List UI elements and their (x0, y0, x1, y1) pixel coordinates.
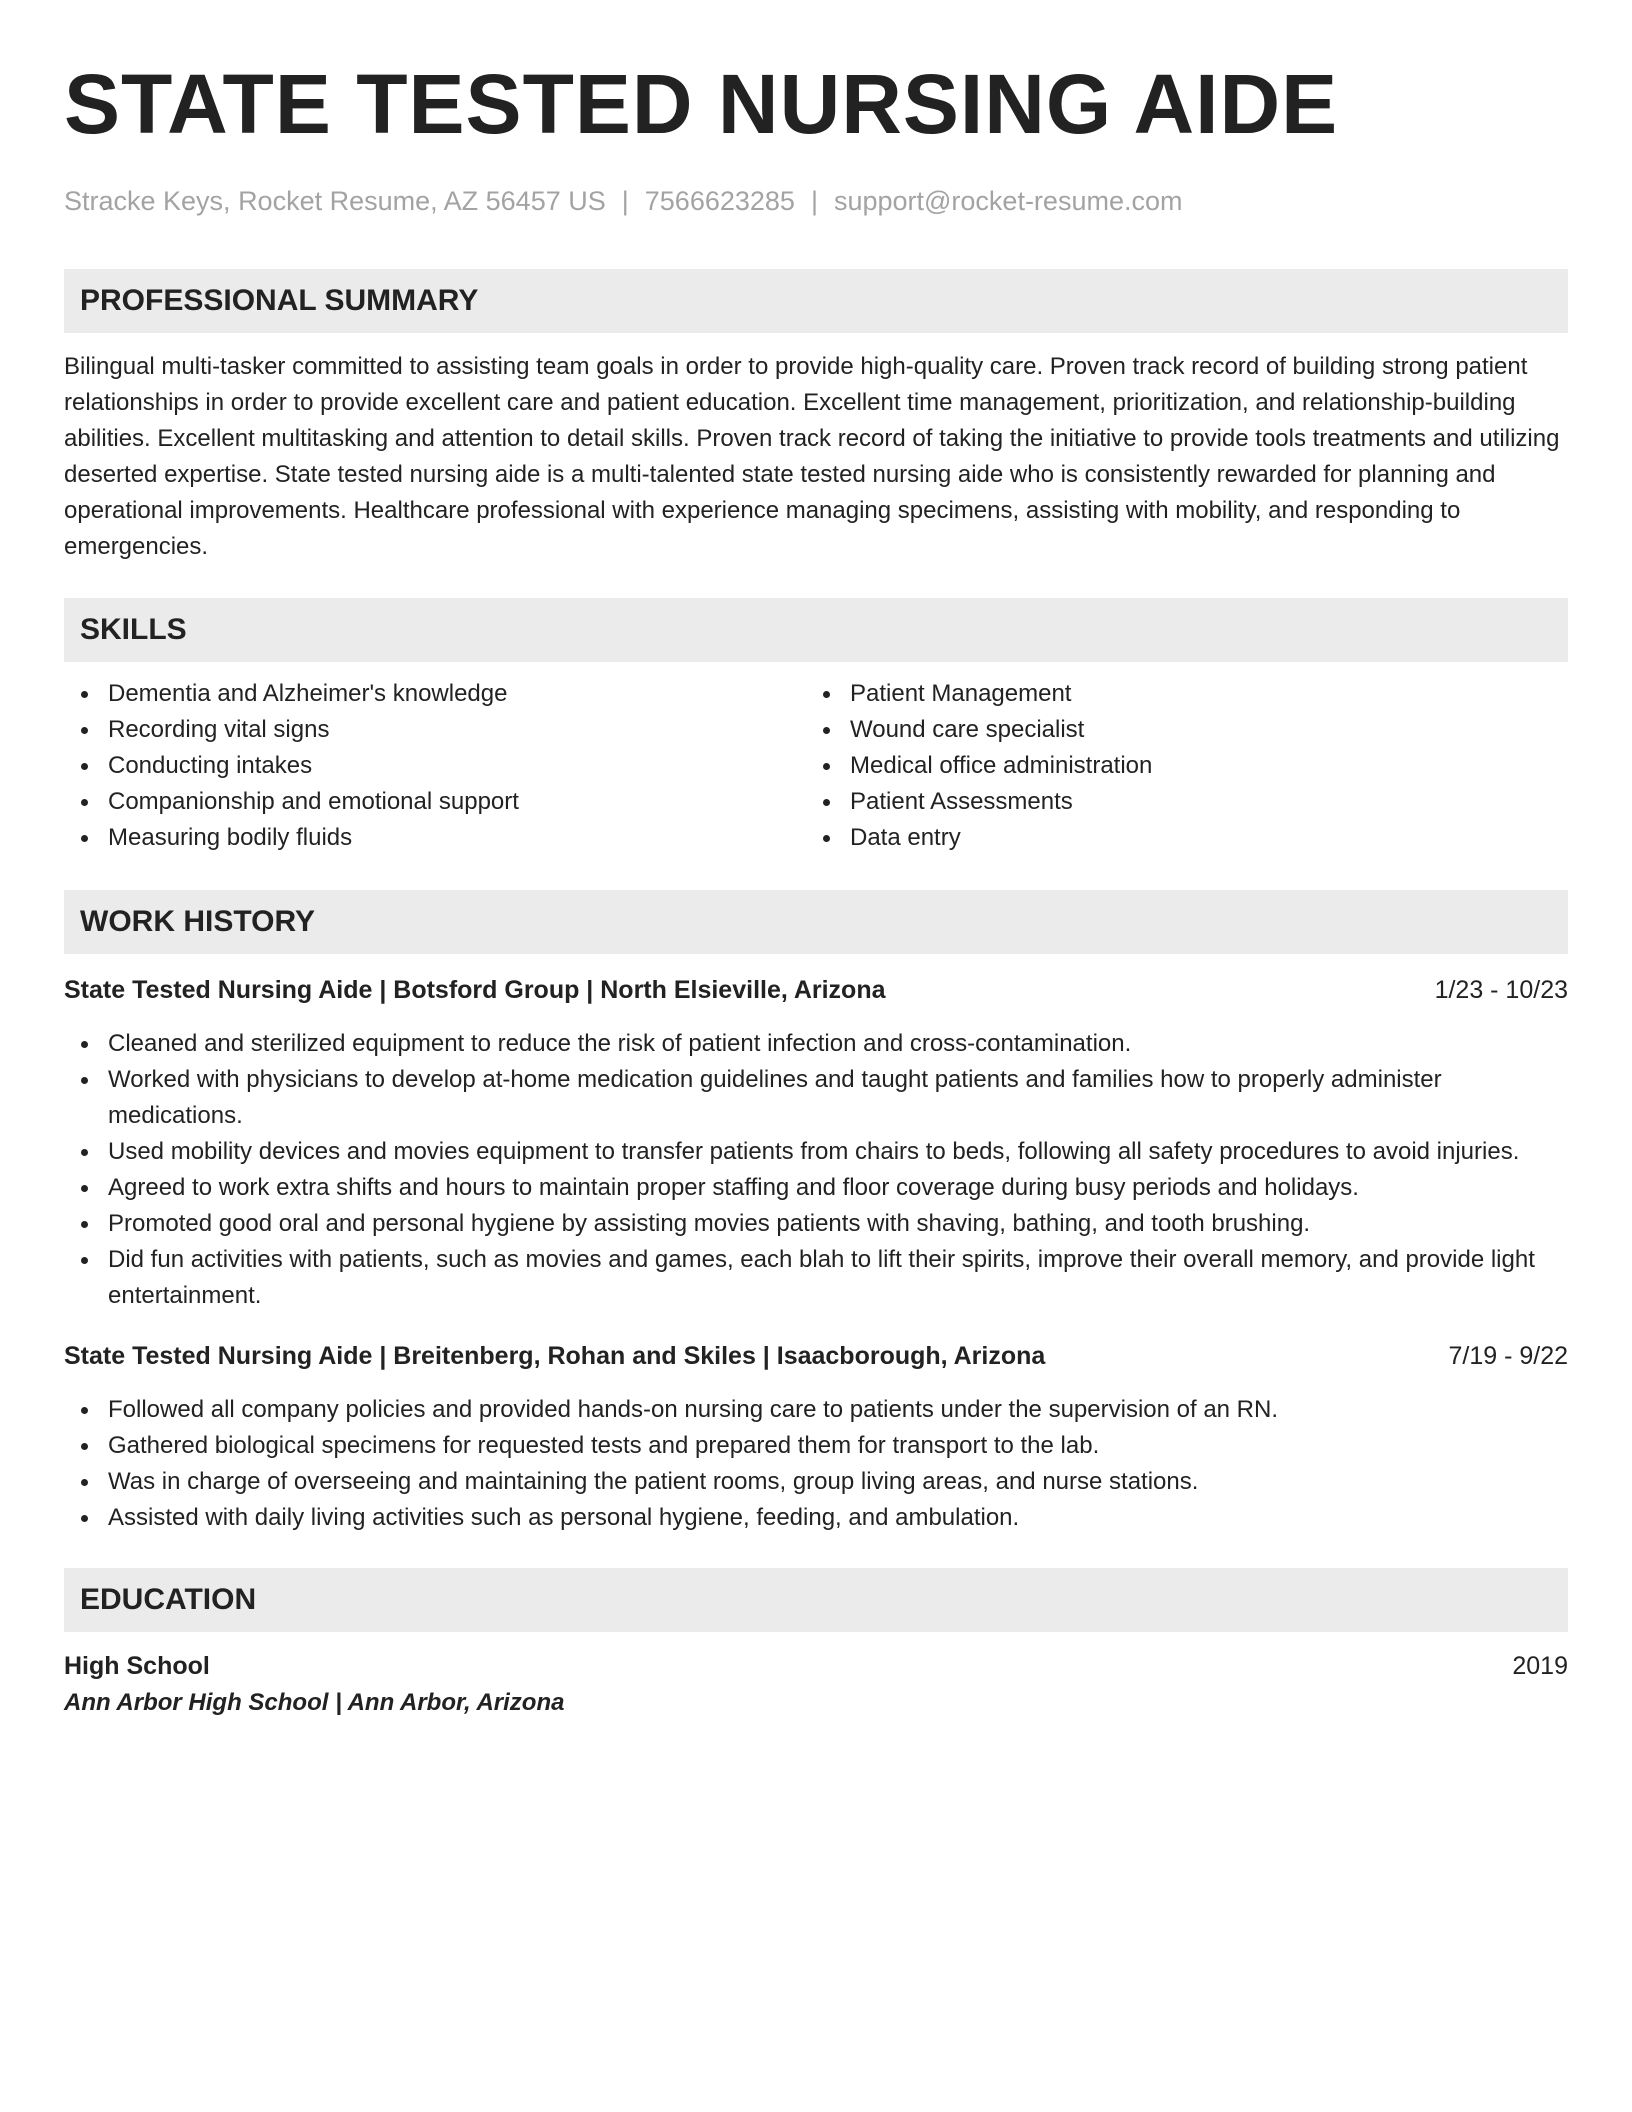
job-bullet: Assisted with daily living activities such as personal hygiene, feeding, and ambulation. (64, 1500, 1568, 1536)
job-title: State Tested Nursing Aide | Botsford Group | North Elsieville, Arizona (64, 976, 886, 1004)
section-heading-skills: SKILLS (64, 598, 1568, 662)
job-bullet: Used mobility devices and movies equipment to transfer patients from chairs to beds, following all safety procedures to avoid injuries. (64, 1134, 1568, 1170)
skill-item: Medical office administration (806, 748, 1548, 784)
section-heading-education: EDUCATION (64, 1568, 1568, 1632)
summary-text: Bilingual multi-tasker committed to assisting team goals in order to provide high-quality care. Proven track record of building strong patient relationships in order to provide excellent care and patient education. Excellent time management, prioritization, and relationship-building abilities. Excellent multitasking and attention to detail skills. Proven track record of taking the initiative to provide tools treatments and utilizing deserted expertise. State tested nursing aide is a multi-talented state tested nursing aide who is consistently rewarded for planning and operational improvements. Healthcare professional with experience managing specimens, assisting with mobility, and responding to emergencies. (64, 353, 1560, 560)
job-bullet-list (64, 1392, 1568, 1536)
job-bullet: Gathered biological specimens for requested tests and prepared them for transport to the lab. (64, 1428, 1568, 1464)
job-dates: 7/19 - 9/22 (1448, 1342, 1568, 1370)
section-heading-work-history: WORK HISTORY (64, 890, 1568, 954)
skills-list (64, 676, 1568, 856)
skill-item: Measuring bodily fluids (64, 820, 806, 856)
job-bullet-list (64, 1026, 1568, 1314)
job-title: State Tested Nursing Aide | Breitenberg, Rohan and Skiles | Isaacborough, Arizona (64, 1342, 1046, 1370)
job-bullet: Agreed to work extra shifts and hours to maintain proper staffing and floor coverage during busy periods and holidays. (64, 1170, 1568, 1206)
job-bullet: Followed all company policies and provided hands-on nursing care to patients under the supervision of an RN. (64, 1392, 1568, 1428)
contact-separator: | (810, 186, 818, 216)
education-header (64, 1648, 1568, 1684)
skill-item: Dementia and Alzheimer's knowledge (64, 676, 806, 712)
job-bullet: Worked with physicians to develop at-home medication guidelines and taught patients and families how to properly administer medications. (64, 1062, 1568, 1134)
job-header (64, 972, 1568, 1008)
job-header (64, 1338, 1568, 1374)
education-school: Ann Arbor High School | Ann Arbor, Arizona (64, 1689, 565, 1716)
skill-item: Recording vital signs (64, 712, 806, 748)
contact-address: Stracke Keys, Rocket Resume, AZ 56457 US (64, 186, 606, 216)
candidate-name: STATE TESTED NURSING AIDE (64, 57, 1339, 151)
skill-item: Patient Management (806, 676, 1548, 712)
job-bullet: Cleaned and sterilized equipment to reduce the risk of patient infection and cross-contamination. (64, 1026, 1568, 1062)
skill-item: Wound care specialist (806, 712, 1548, 748)
contact-phone: 7566623285 (644, 186, 795, 216)
skills-column-left (64, 676, 806, 856)
job-bullet: Was in charge of overseeing and maintaining the patient rooms, group living areas, and nurse stations. (64, 1464, 1568, 1500)
job-bullet: Did fun activities with patients, such as movies and games, each blah to lift their spirits, improve their overall memory, and provide light entertainment. (64, 1242, 1568, 1314)
skill-item: Conducting intakes (64, 748, 806, 784)
education-degree: High School (64, 1652, 210, 1680)
skills-column-right (806, 676, 1548, 856)
education-year: 2019 (1512, 1652, 1568, 1680)
skill-item: Companionship and emotional support (64, 784, 806, 820)
contact-separator: | (621, 186, 629, 216)
skill-item: Data entry (806, 820, 1548, 856)
skill-item: Patient Assessments (806, 784, 1548, 820)
job-bullet: Promoted good oral and personal hygiene by assisting movies patients with shaving, bathing, and tooth brushing. (64, 1206, 1568, 1242)
contact-email: support@rocket-resume.com (833, 186, 1183, 216)
contact-line (64, 184, 1568, 218)
section-heading-summary: PROFESSIONAL SUMMARY (64, 269, 1568, 333)
job-dates: 1/23 - 10/23 (1434, 976, 1568, 1004)
